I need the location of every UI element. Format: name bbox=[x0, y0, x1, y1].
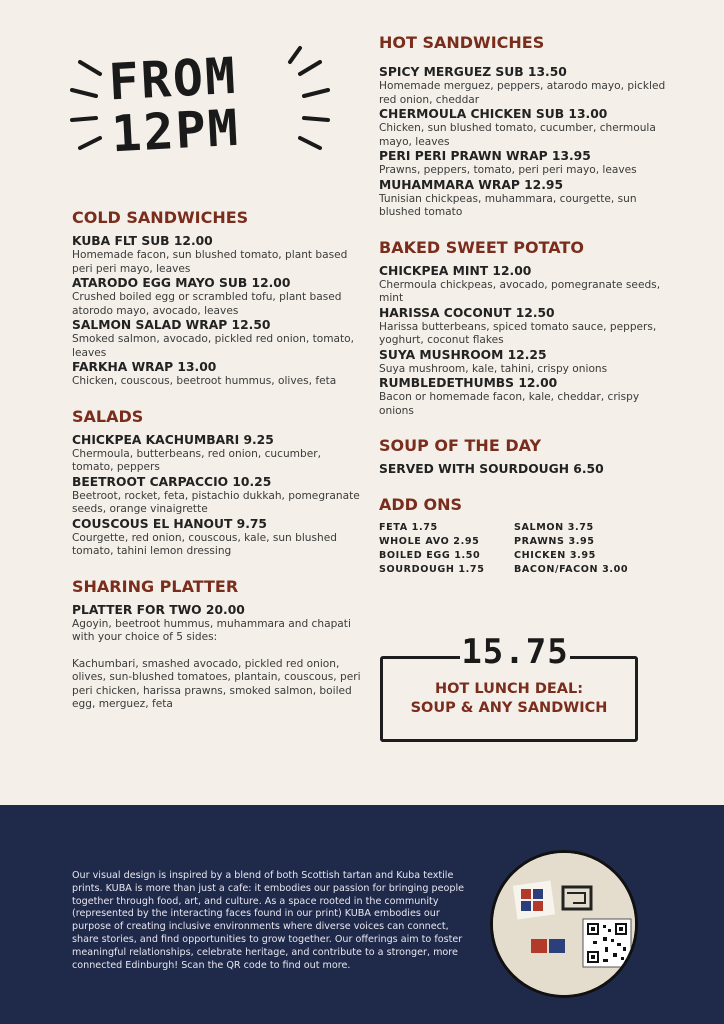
menu-item bbox=[72, 318, 362, 360]
deal-price: 15.75 bbox=[461, 632, 569, 672]
right-column bbox=[379, 33, 669, 576]
menu-item bbox=[72, 475, 362, 517]
item-name: PLATTER FOR TWO 20.00 bbox=[72, 602, 245, 617]
menu-item bbox=[379, 264, 669, 306]
qr-code-photo[interactable] bbox=[490, 850, 638, 998]
item-name: CHERMOULA CHICKEN SUB 13.00 bbox=[379, 107, 608, 121]
section-title-salads: SALADS bbox=[72, 406, 144, 426]
menu-item bbox=[379, 376, 669, 418]
menu-item bbox=[379, 149, 669, 178]
item-desc: Agoyin, beetroot hummus, muhammara and chapati with your choice of 5 sides: bbox=[72, 617, 351, 643]
item-name: SUYA MUSHROOM 12.25 bbox=[379, 347, 547, 362]
item-desc: Harissa butterbeans, spiced tomato sauce, peppers, yoghurt, coconut flakes bbox=[379, 320, 657, 346]
lunch-deal-box bbox=[380, 632, 638, 740]
item-name: HARISSA COCONUT 12.50 bbox=[379, 305, 555, 320]
item-name: COUSCOUS EL HANOUT 9.75 bbox=[72, 516, 267, 531]
add-on-item: BOILED EGG 1.50 bbox=[379, 550, 481, 561]
add-on-item: PRAWNS 3.95 bbox=[514, 536, 595, 547]
item-desc: Courgette, red onion, couscous, kale, sun blushed tomato, tahini lemon dressing bbox=[72, 531, 337, 557]
item-desc: Homemade merguez, peppers, atarodo mayo, pickled red onion, cheddar bbox=[379, 80, 666, 106]
deal-line-2: SOUP & ANY SANDWICH bbox=[410, 700, 608, 716]
platter-sides: Kachumbari, smashed avocado, pickled red onion, olives, sun-blushed tomatoes, plantain, couscous, peri peri chicken, harissa prawns, smoked salmon, boiled egg, merguez, feta bbox=[72, 657, 361, 710]
menu-item bbox=[379, 107, 669, 149]
item-name: ATARODO EGG MAYO SUB 12.00 bbox=[72, 276, 291, 290]
item-desc: Homemade facon, sun blushed tomato, plant based peri peri mayo, leaves bbox=[72, 249, 348, 275]
menu-item bbox=[379, 348, 669, 377]
add-on-item: SALMON 3.75 bbox=[514, 522, 594, 533]
add-on-item: FETA 1.75 bbox=[379, 522, 438, 533]
left-column bbox=[72, 208, 362, 712]
item-desc: Smoked salmon, avocado, pickled red onion, tomato, leaves bbox=[72, 333, 355, 359]
menu-item bbox=[72, 276, 362, 318]
item-name: BEETROOT CARPACCIO 10.25 bbox=[72, 474, 272, 489]
item-name: CHICKPEA MINT 12.00 bbox=[379, 263, 532, 278]
item-desc: Prawns, peppers, tomato, peri peri mayo, leaves bbox=[379, 164, 637, 176]
headline-line-2: 12PM bbox=[109, 98, 242, 164]
item-desc: Beetroot, rocket, feta, pistachio dukkah, pomegranate seeds, orange vinaigrette bbox=[72, 489, 360, 515]
section-title-add-ons: ADD ONS bbox=[379, 495, 463, 514]
section-title-cold-sandwiches: COLD SANDWICHES bbox=[72, 208, 249, 227]
headline-line-1: FROM bbox=[107, 46, 239, 112]
item-desc: Tunisian chickpeas, muhammara, courgette, sun blushed tomato bbox=[379, 192, 637, 218]
item-desc: Chermoula, butterbeans, red onion, cucumber, tomato, peppers bbox=[72, 447, 321, 473]
item-desc: Bacon or homemade facon, kale, cheddar, crispy onions bbox=[379, 391, 640, 417]
footer bbox=[0, 805, 724, 1024]
menu-item bbox=[379, 178, 669, 220]
item-name: SALMON SALAD WRAP 12.50 bbox=[72, 318, 271, 332]
menu-item bbox=[379, 306, 669, 348]
item-name: MUHAMMARA WRAP 12.95 bbox=[379, 177, 564, 192]
menu-item bbox=[72, 433, 362, 475]
footer-description: Our visual design is inspired by a blend of both Scottish tartan and Kuba textile prints. KUBA is more than just a cafe: it embodies our passion for bringing people together through food, art, and culture. As a space rooted in the community (represented by the interacting faces found in our print) KUBA embodies our purpose of creating inclusive environments where diverse voices can connect, share stories, and find opportunities to grow together. Our offerings aim to foster meaningful relationships, celebrate heritage, and contribute to a stronger, more connected Edinburgh! Scan the QR code to find out more. bbox=[72, 870, 465, 971]
add-on-item: WHOLE AVO 2.95 bbox=[379, 536, 480, 547]
item-name: KUBA FLT SUB 12.00 bbox=[72, 234, 213, 248]
section-title-sharing-platter: SHARING PLATTER bbox=[72, 576, 239, 596]
item-name: PERI PERI PRAWN WRAP 13.95 bbox=[379, 149, 591, 163]
menu-item bbox=[72, 517, 362, 559]
menu-item bbox=[72, 360, 362, 389]
item-name: CHICKPEA KACHUMBARI 9.25 bbox=[72, 432, 274, 447]
menu-item bbox=[72, 234, 362, 276]
item-desc: Crushed boiled egg or scrambled tofu, plant based atorodo mayo, avocado, leaves bbox=[72, 291, 342, 317]
deal-line-1: HOT LUNCH DEAL: bbox=[434, 681, 584, 697]
section-title-hot-sandwiches: HOT SANDWICHES bbox=[379, 33, 545, 52]
headline bbox=[107, 46, 282, 164]
item-desc: Chermoula chickpeas, avocado, pomegranate seeds, mint bbox=[379, 278, 661, 304]
add-on-item: SOURDOUGH 1.75 bbox=[379, 564, 485, 575]
add-ons-list bbox=[379, 521, 669, 576]
item-desc: Chicken, sun blushed tomato, cucumber, chermoula mayo, leaves bbox=[379, 122, 656, 148]
item-name: RUMBLEDETHUMBS 12.00 bbox=[379, 376, 558, 390]
item-desc: Chicken, couscous, beetroot hummus, olives, feta bbox=[72, 375, 337, 387]
item-name: SERVED WITH SOURDOUGH 6.50 bbox=[379, 462, 604, 476]
add-on-item: BACON/FACON 3.00 bbox=[514, 564, 629, 575]
deal-text bbox=[380, 680, 638, 718]
item-name: SPICY MERGUEZ SUB 13.50 bbox=[379, 65, 567, 79]
item-desc: Suya mushroom, kale, tahini, crispy onions bbox=[379, 362, 608, 375]
item-name: FARKHA WRAP 13.00 bbox=[72, 360, 217, 374]
qr-code-icon bbox=[493, 853, 635, 995]
section-title-baked-sweet-potato: BAKED SWEET POTATO bbox=[379, 237, 584, 257]
add-on-item: CHICKEN 3.95 bbox=[514, 550, 596, 561]
section-title-soup: SOUP OF THE DAY bbox=[379, 436, 542, 455]
menu-item bbox=[379, 65, 669, 107]
